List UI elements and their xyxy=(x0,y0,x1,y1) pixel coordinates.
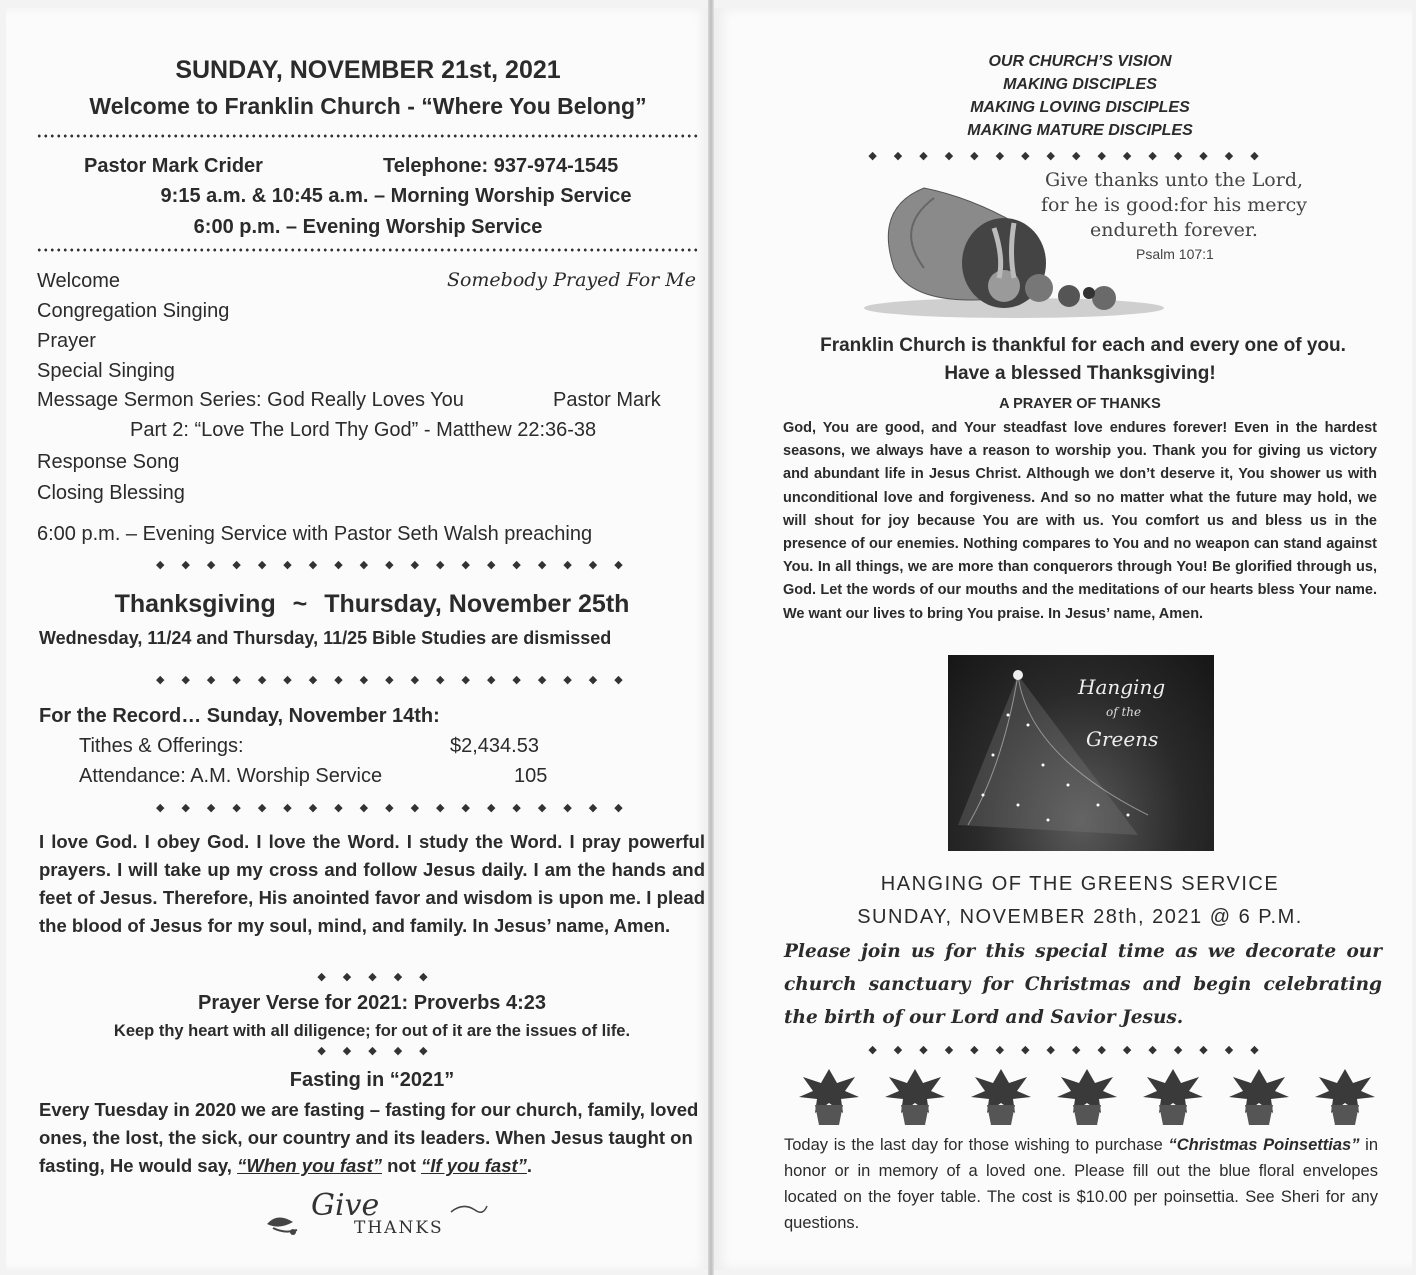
poinsettia-paragraph xyxy=(784,1132,1378,1236)
diamond-divider: ◆◆◆◆◆ xyxy=(317,971,445,983)
swirl-icon xyxy=(449,1200,489,1220)
poinsettia-icon xyxy=(969,1065,1033,1127)
order-congregation: Congregation Singing xyxy=(37,300,230,322)
thanksgiving-wish: Have a blessed Thanksgiving! xyxy=(944,363,1216,384)
fasting-when: “When you fast” xyxy=(237,1155,382,1176)
declaration-paragraph: I love God. I obey God. I love the Word. I study the Word. I pray powerful prayers. I will take up my cross and follow Jesus daily. I am the hands and feet of Jesus. Therefore, His anointed favor and wisdom is upon me. I plead the blood of Jesus for my soul, mind, and family. In Jesus’ name, Amen. xyxy=(39,831,705,936)
dotted-rule xyxy=(36,246,700,254)
diamond-divider: ◆◆◆◆◆◆◆◆◆◆◆◆◆◆◆◆◆◆◆ xyxy=(156,674,640,686)
bible-studies-dismissed: Wednesday, 11/24 and Thursday, 11/25 Bible Studies are dismissed xyxy=(39,628,612,648)
psalm-line: Give thanks unto the Lord, xyxy=(1044,169,1304,191)
right-page xyxy=(714,8,1412,1270)
poinsettia-icon xyxy=(1313,1065,1377,1127)
prayer-title: A PRAYER OF THANKS xyxy=(999,396,1161,412)
thanksgiving-date: Thursday, November 25th xyxy=(324,590,630,618)
morning-service: 9:15 a.m. & 10:45 a.m. – Morning Worship Service xyxy=(160,185,632,207)
tithes-value: $2,434.53 xyxy=(450,735,539,757)
poinsettia-icon xyxy=(883,1065,947,1127)
telephone: Telephone: 937-974-1545 xyxy=(383,155,619,177)
order-prayer: Prayer xyxy=(37,330,96,352)
sermon-part: Part 2: “Love The Lord Thy God” - Matthew 22:36-38 xyxy=(130,419,597,441)
fasting-not: not xyxy=(387,1155,416,1176)
attendance-label: Attendance: A.M. Worship Service xyxy=(79,765,383,787)
vision-line: MAKING LOVING DISCIPLES xyxy=(970,99,1190,116)
church-vision xyxy=(714,50,1416,142)
thanksgiving-label: Thanksgiving xyxy=(114,590,276,618)
verse-text: Keep thy heart with all diligence; for out of it are the issues of life. xyxy=(113,1022,631,1040)
psalm-line: endureth forever. xyxy=(1090,219,1258,241)
logo-give: Give xyxy=(311,1188,380,1223)
diamond-divider: ◆◆◆◆◆ xyxy=(317,1045,445,1057)
give-thanks-logo xyxy=(261,1188,501,1248)
verse-title: Prayer Verse for 2021: Proverbs 4:23 xyxy=(198,992,546,1014)
psalm-line: for he is good:for his mercy xyxy=(1041,194,1307,216)
welcome-title: Welcome to Franklin Church - “Where You Belong” xyxy=(89,93,647,119)
thanksgiving-tilde: ~ xyxy=(292,590,308,618)
attendance-value: 105 xyxy=(514,765,548,787)
image-text-of-the: of the xyxy=(1106,705,1142,719)
fasting-paragraph xyxy=(39,1096,709,1180)
diamond-divider: ◆◆◆◆◆◆◆◆◆◆◆◆◆◆◆◆ xyxy=(868,1044,1276,1056)
poinsettia-details: in honor or in memory of a loved one. Please fill out the blue floral envelopes located on the foyer table. The cost is $10.00 per poinsettia. See Sheri for any questions. xyxy=(784,1136,1379,1232)
vision-line: OUR CHURCH’S VISION xyxy=(988,53,1172,70)
logo-thanks: THANKS xyxy=(354,1218,444,1238)
greens-service-date: SUNDAY, NOVEMBER 28th, 2021 @ 6 P.M. xyxy=(857,906,1303,928)
diamond-divider: ◆◆◆◆◆◆◆◆◆◆◆◆◆◆◆◆◆◆◆ xyxy=(156,559,640,571)
poinsettia-icon xyxy=(797,1065,861,1127)
greens-invitation: Please join us for this special time as we decorate our church sanctuary for Christmas and begin celebrating the birth of our Lord and Savior Jesus. xyxy=(784,941,1382,1028)
holly-icon xyxy=(263,1202,303,1242)
order-closing: Closing Blessing xyxy=(37,482,185,504)
greens-service-title: HANGING OF THE GREENS SERVICE xyxy=(880,873,1280,895)
record-title: For the Record… Sunday, November 14th: xyxy=(39,705,440,727)
diamond-divider: ◆◆◆◆◆◆◆◆◆◆◆◆◆◆◆◆◆◆◆ xyxy=(156,802,640,814)
order-message: Message Sermon Series: God Really Loves You xyxy=(37,389,464,411)
poinsettia-icon xyxy=(1227,1065,1291,1127)
order-welcome: Welcome xyxy=(37,270,120,292)
fasting-text: Every Tuesday in 2020 we are fasting – fasting for our church, family, loved ones, the lost, the sick, our country and its leaders. When Jesus taught on fasting, He would say, xyxy=(39,1099,699,1176)
fasting-if: “If you fast” xyxy=(421,1155,527,1176)
order-special: Special Singing xyxy=(37,360,175,382)
tithes-label: Tithes & Offerings: xyxy=(79,735,244,757)
poinsettia-lead: Today is the last day for those wishing to purchase xyxy=(784,1136,1163,1154)
left-page xyxy=(6,8,708,1270)
poinsettia-icon xyxy=(1141,1065,1205,1127)
diamond-divider: ◆◆◆◆◆◆◆◆◆◆◆◆◆◆◆◆ xyxy=(868,150,1276,162)
date-title: SUNDAY, NOVEMBER 21st, 2021 xyxy=(175,56,561,84)
order-response: Response Song xyxy=(37,451,180,473)
vision-line: MAKING MATURE DISCIPLES xyxy=(967,122,1193,139)
poinsettia-icon xyxy=(1055,1065,1119,1127)
poinsettia-name: “Christmas Poinsettias” xyxy=(1168,1136,1360,1154)
pastor-name: Pastor Mark Crider xyxy=(84,155,263,177)
thankful-line: Franklin Church is thankful for each and every one of you. xyxy=(820,335,1346,356)
dotted-rule xyxy=(36,132,700,140)
fasting-period: . xyxy=(526,1155,533,1176)
psalm-quote xyxy=(1024,168,1324,243)
welcome-song: Somebody Prayed For Me xyxy=(446,269,696,291)
evening-service: 6:00 p.m. – Evening Worship Service xyxy=(193,216,543,238)
prayer-paragraph: God, You are good, and Your steadfast love endures forever! Even in the hardest seasons, we always have a reason to worship you. Thank you for giving us victory and abundant life in Jesus Christ. Although we don’t deserve it, You shower us with unconditional love and forgiveness. And so no matter what the future may hold, we will shout for joy because You are with us. You comfort us and bless us in the presence of our enemies. Nothing compares to You and no weapon can stand against You. In all things, we are more than conquerors through You! Be glorified through us, God. Let the words of our mouths and the meditations of our hearts bless Your name. We want our lives to bring You praise. In Jesus’ name, Amen. xyxy=(783,420,1377,622)
message-speaker: Pastor Mark xyxy=(553,389,661,411)
poinsettia-row xyxy=(777,1065,1397,1131)
image-text-greens: Greens xyxy=(1086,727,1159,751)
fasting-title: Fasting in “2021” xyxy=(289,1069,455,1091)
image-text-hanging: Hanging xyxy=(1078,675,1166,699)
vision-line: MAKING DISCIPLES xyxy=(1003,76,1157,93)
psalm-reference: Psalm 107:1 xyxy=(1136,246,1214,262)
hanging-greens-image xyxy=(948,655,1214,851)
evening-preacher: 6:00 p.m. – Evening Service with Pastor Seth Walsh preaching xyxy=(37,523,593,545)
thanksgiving-heading xyxy=(6,590,738,619)
